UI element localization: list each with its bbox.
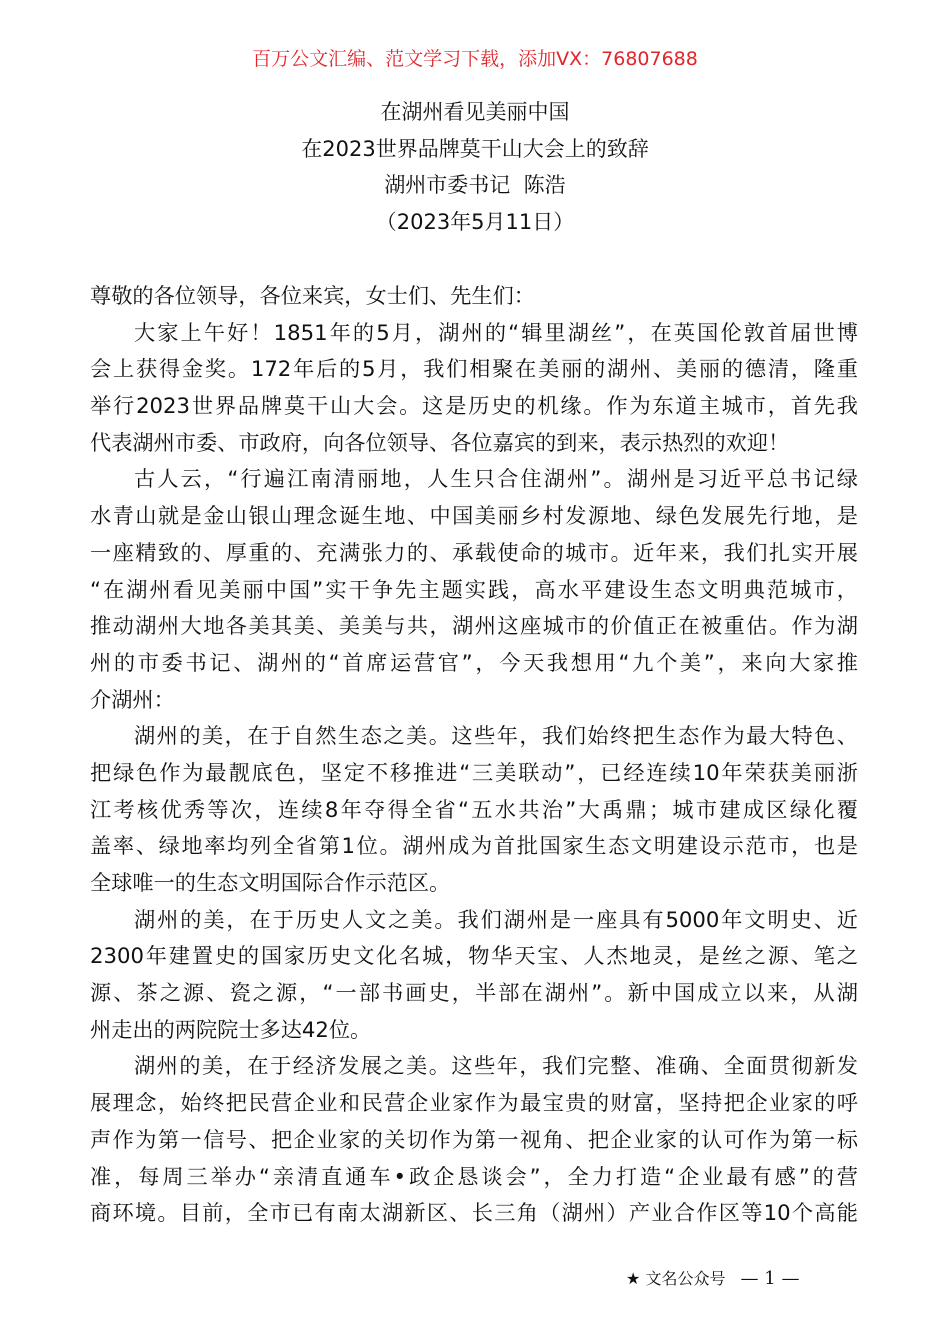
text-line: 一座精致的、厚重的、充满张力的、承载使命的城市。近年来，我们扎实开展 — [90, 539, 858, 565]
text-line: “在湖州看见美丽中国”实干争先主题实践，高水平建设生态文明典范城市， — [90, 576, 858, 602]
text-line: 大家上午好！1851年的5月，湖州的“辑里湖丝”，在英国伦敦首届世博 — [134, 319, 858, 345]
text-line: 代表湖州市委、市政府，向各位领导、各位嘉宾的到来，表示热烈的欢迎！ — [90, 429, 790, 455]
text-line: 准，每周三举办“亲清直通车•政企恳谈会”，全力打造“企业最有感”的营 — [90, 1163, 858, 1189]
text-line: 推动湖州大地各美其美、美美与共，湖州这座城市的价值正在被重估。作为湖 — [90, 613, 858, 639]
text-line: 州走出的两院院士多达42位。 — [90, 1016, 372, 1042]
text-line: 全球唯一的生态文明国际合作示范区。 — [90, 870, 451, 895]
date-line: （2023年5月11日） — [375, 210, 575, 235]
page-footer — [626, 1266, 799, 1292]
text-line: 水青山就是金山银山理念诞生地、中国美丽乡村发源地、绿色发展先行地，是 — [90, 503, 858, 529]
text-line: 湖州的美，在于经济发展之美。这些年，我们完整、准确、全面贯彻新发 — [134, 1053, 858, 1079]
text-line: 湖州的美，在于历史人文之美。我们湖州是一座具有5000年文明史、近 — [134, 906, 858, 932]
title-block — [0, 97, 950, 244]
text-line: 举行2023世界品牌莫干山大会。这是历史的机缘。作为东道主城市，首先我 — [90, 393, 858, 419]
subtitle: 在2023世界品牌莫干山大会上的致辞 — [301, 136, 649, 161]
text-line: 会上获得金奖。172年后的5月，我们相聚在美丽的湖州、美丽的德清，隆重 — [90, 356, 858, 382]
text-line: 州的市委书记、湖州的“首席运营官”，今天我想用“九个美”，来向大家推 — [90, 649, 858, 675]
text-line: 江考核优秀等次，连续8年夺得全省“五水共治”大禹鼎；城市建成区绿化覆 — [90, 796, 858, 822]
text-line: 湖州的美，在于自然生态之美。这些年，我们始终把生态作为最大特色、 — [134, 723, 858, 749]
author-line: 湖州市委书记 陈浩 — [384, 173, 566, 198]
main-title: 在湖州看见美丽中国 — [380, 100, 570, 124]
document-body — [90, 279, 858, 1233]
footer-source: 文名公众号 — [645, 1269, 726, 1288]
paragraph — [90, 279, 858, 316]
text-line: 古人云，“行遍江南清丽地，人生只合住湖州”。湖州是习近平总书记绿 — [134, 466, 858, 492]
paragraph — [90, 316, 858, 463]
text-line: 盖率、绿地率均列全省第1位。湖州成为首批国家生态文明建设示范市，也是 — [90, 833, 858, 859]
text-line: 介湖州： — [90, 686, 175, 712]
watermark-text: 百万公文汇编、范文学习下载，添加VX：76807688 — [252, 48, 698, 70]
page-number: — 1 — — [740, 1268, 800, 1289]
text-line: 2300年建置史的国家历史文化名城，物华天宝、人杰地灵，是丝之源、笔之 — [90, 943, 858, 969]
text-line: 声作为第一信号、把企业家的关切作为第一视角、把企业家的认可作为第一标 — [90, 1126, 858, 1152]
paragraph — [90, 462, 858, 719]
text-line: 展理念，始终把民营企业和民营企业家作为最宝贵的财富，坚持把企业家的呼 — [90, 1090, 858, 1116]
paragraph — [90, 719, 858, 902]
text-line: 商环境。目前，全市已有南太湖新区、长三角（湖州）产业合作区等10个高能 — [90, 1200, 858, 1226]
text-line: 尊敬的各位领导，各位来宾，女士们、先生们： — [90, 283, 535, 308]
text-line: 把绿色作为最靓底色，坚定不移推进“三美联动”，已经连续10年荣获美丽浙 — [90, 759, 858, 785]
paragraph — [90, 1049, 858, 1232]
text-line: 源、茶之源、瓷之源，“一部书画史，半部在湖州”。新中国成立以来，从湖 — [90, 980, 858, 1006]
star-icon: ★ — [626, 1269, 641, 1288]
paragraph — [90, 903, 858, 1050]
